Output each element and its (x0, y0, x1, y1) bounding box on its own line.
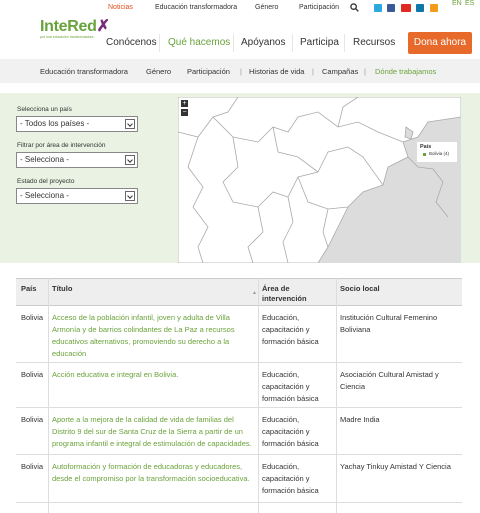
top-utility-bar (0, 0, 480, 16)
cell-area: Educación, capacitación y formación básica (262, 462, 319, 495)
subnav-separator: | (312, 67, 314, 76)
topbar-link-noticias[interactable]: Noticias (108, 4, 133, 11)
topbar-link-participacion[interactable]: Participación (299, 4, 340, 11)
cell-socio: Institución Cultural Femenino Boliviana (340, 313, 438, 334)
subnav-separator: | (240, 67, 242, 76)
logo-wordmark: InteRed✗ (40, 18, 110, 35)
nav-apoyanos[interactable]: Apóyanos (241, 37, 286, 48)
nav-participa[interactable]: Participa (300, 37, 339, 48)
table-row (16, 363, 462, 408)
cell-socio: Asociación Cultural Amistad y Ciencia (340, 370, 439, 391)
nav-divider (233, 34, 234, 52)
nav-recursos[interactable]: Recursos (353, 37, 396, 48)
area-select[interactable] (16, 152, 138, 168)
subnav-genero[interactable]: Género (146, 67, 172, 76)
subnav-campanas[interactable]: Campañas (322, 67, 359, 76)
project-title-link[interactable]: Acción educativa e integral en Bolivia. (52, 370, 179, 379)
status-select-value: - Selecciona - (20, 191, 69, 200)
facebook-icon[interactable] (387, 4, 395, 12)
nav-divider (159, 34, 160, 52)
legend-item[interactable]: Bolivia (4) (429, 151, 450, 156)
topbar-link-educacion[interactable]: Educación transformadora (155, 4, 238, 11)
twitter-icon[interactable] (374, 4, 382, 12)
nav-que-hacemos[interactable]: Qué hacemos (168, 37, 231, 48)
subnav-donde-trabajamos[interactable]: Dónde trabajamos (375, 67, 437, 76)
header-area[interactable]: Área de intervención (262, 284, 307, 303)
topbar-link-genero[interactable]: Género (255, 4, 279, 11)
cell-socio: Madre India (340, 415, 380, 424)
project-title-link[interactable]: Aporte a la mejora de la calidad de vida de familias del Distrito 9 del sur de Santa Cruz de la Sierra a partir de un programa infantil e integral de estimulación de capacidades. (52, 415, 252, 448)
legend-swatch (423, 153, 426, 156)
country-filter-label: Selecciona un país (17, 106, 72, 113)
cell-socio: Yachay Tinkuy Amistad Y Ciencia (340, 462, 451, 471)
search-icon[interactable] (350, 3, 359, 12)
subnav-historias-de-vida[interactable]: Historias de vida (249, 67, 305, 76)
status-select[interactable] (16, 188, 138, 204)
cell-pais: Bolivia (21, 313, 44, 322)
chevron-down-icon (125, 155, 135, 165)
linkedin-icon[interactable] (416, 4, 424, 12)
cell-pais: Bolivia (21, 415, 44, 424)
cell-area: Educación, capacitación y formación básica (262, 415, 319, 448)
subnav-educacion-transformadora[interactable]: Educación transformadora (40, 67, 128, 76)
nav-conocenos[interactable]: Conócenos (106, 37, 157, 48)
projects-map[interactable] (178, 97, 461, 263)
table-row (16, 408, 462, 455)
legend-title: País (420, 144, 432, 150)
subnav-participacion[interactable]: Participación (187, 67, 230, 76)
chevron-down-icon (125, 191, 135, 201)
area-select-value: - Selecciona - (20, 155, 69, 164)
project-title-link[interactable]: Autoformación y formación de educadoras y educadores, desde el compromiso por la transformación socioeducativa. (52, 462, 250, 483)
area-filter-label: Filtrar por área de intervención (17, 142, 106, 149)
nav-divider (292, 34, 293, 52)
cell-area: Educación, capacitación y formación básica (262, 313, 319, 346)
country-select[interactable] (16, 116, 138, 132)
rss-icon[interactable] (430, 4, 438, 12)
sort-arrow-icon: ▲ (252, 290, 257, 296)
lang-es[interactable]: ES (465, 0, 475, 7)
table-row (16, 306, 462, 363)
youtube-icon[interactable] (401, 4, 411, 12)
header-socio[interactable]: Socio local (340, 284, 380, 293)
project-title-link[interactable]: Acceso de la población infantil, joven y adulta de Villa Armonía y de barrios colindantes de La Paz a recursos educativos alternativos, promoviendo su derecho a la educación (52, 313, 235, 358)
subnav-separator: | (364, 67, 366, 76)
country-select-value: - Todos los países - (20, 119, 90, 128)
table-row (16, 455, 462, 503)
donate-button[interactable]: Dona ahora (408, 32, 472, 54)
zoom-out-button[interactable]: − (182, 109, 187, 116)
sub-nav (0, 59, 480, 83)
header-titulo[interactable]: Título (52, 284, 73, 293)
cell-area: Educación, capacitación y formación básica (262, 370, 319, 403)
table-header (16, 278, 462, 306)
status-filter-label: Estado del proyecto (17, 178, 75, 185)
header-pais[interactable]: País (21, 284, 37, 293)
map-legend (417, 142, 457, 162)
lang-en[interactable]: EN (452, 0, 462, 7)
map-borders (178, 97, 461, 263)
zoom-in-button[interactable]: + (182, 100, 187, 107)
logo-tagline: por una educación transformadora (40, 35, 94, 39)
nav-divider (344, 34, 345, 52)
cell-pais: Bolivia (21, 462, 44, 471)
chevron-down-icon (125, 119, 135, 129)
cell-pais: Bolivia (21, 370, 44, 379)
